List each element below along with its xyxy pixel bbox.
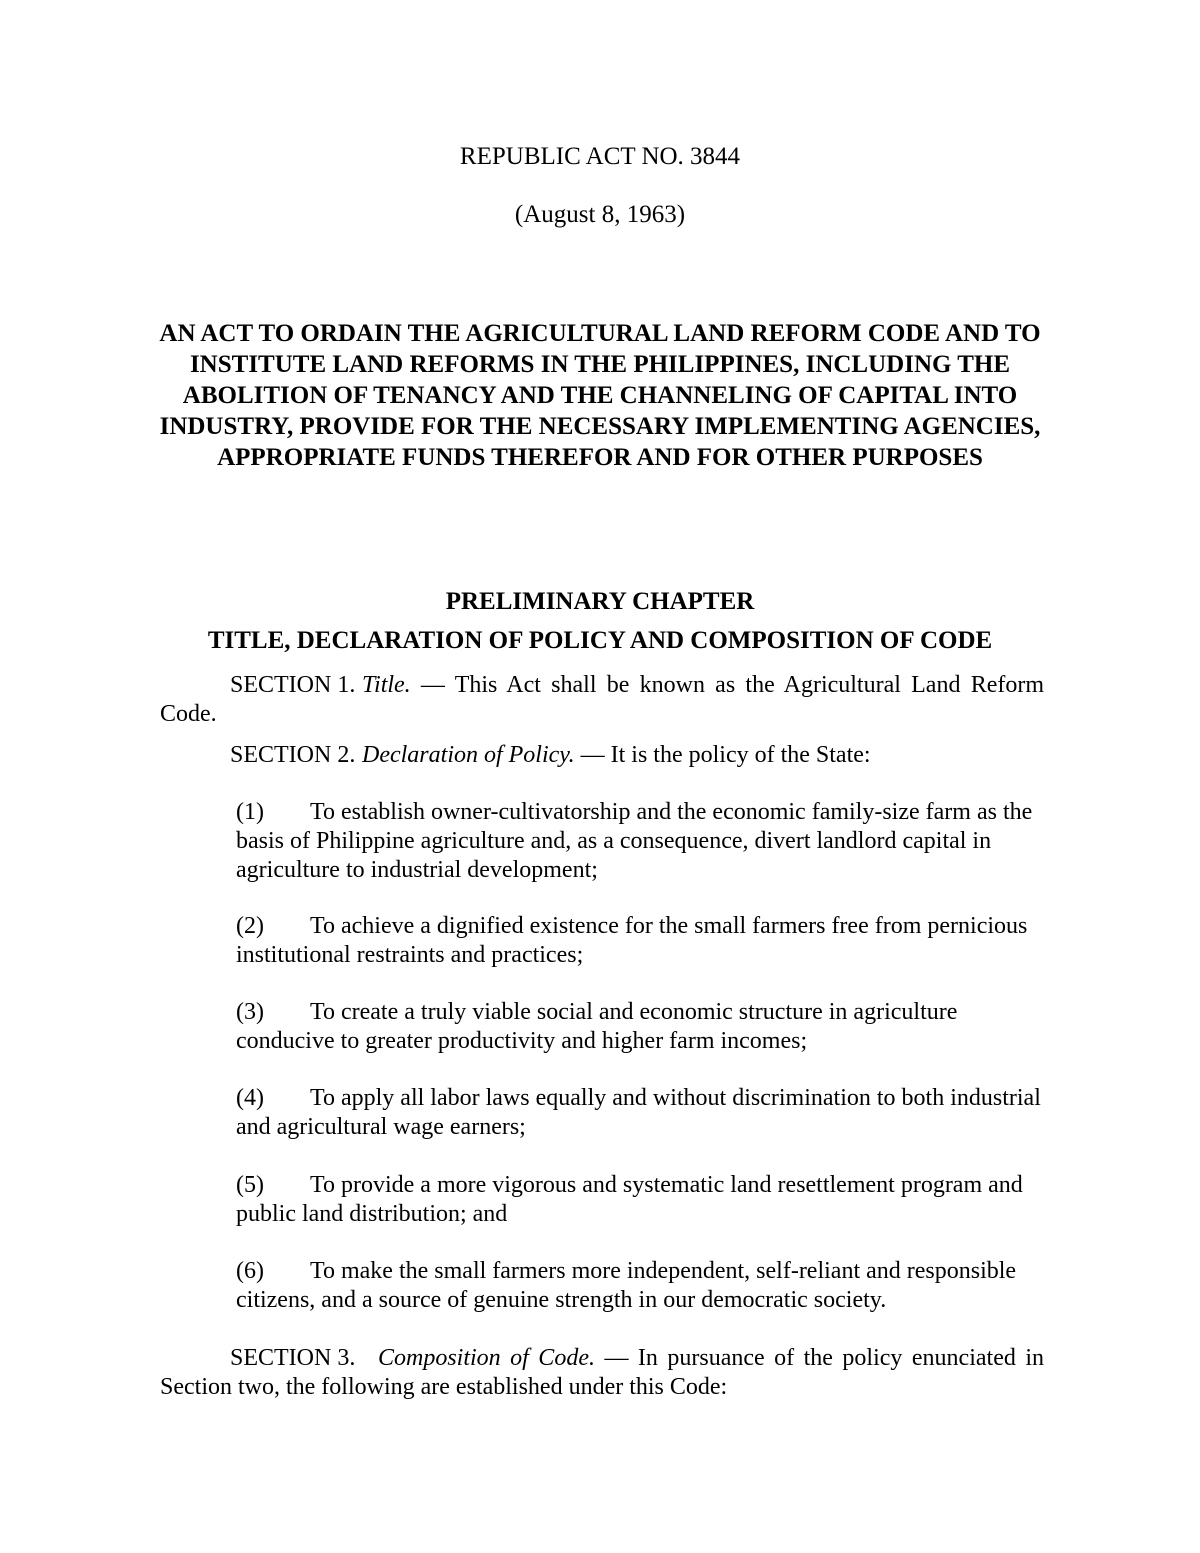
chapter-heading: PRELIMINARY CHAPTER [445,588,755,615]
section-3 [160,1344,1044,1402]
section-heading: Composition of Code. [378,1345,595,1371]
item-text: To make the small farmers more independent, self-reliant and responsible citizens, and a source of genuine strength in our democratic society. [236,1258,1017,1313]
policy-item [236,998,1056,1056]
item-number: (3) [236,999,264,1025]
item-number: (6) [236,1258,264,1284]
item-number: (4) [236,1085,264,1111]
section-number: SECTION 1. [230,672,356,698]
section-number: SECTION 3. [230,1345,356,1371]
section-heading: Title. [362,672,411,698]
section-text: — It is the policy of the State: [574,742,871,768]
section-number: SECTION 2. [230,742,356,768]
item-number: (2) [236,913,264,939]
section-1 [160,671,1044,729]
policy-item [236,1171,1056,1229]
section-2 [160,741,1044,770]
policy-item [236,798,1056,885]
item-text: To establish owner-cultivatorship and the economic family-size farm as the basis of Philippine agriculture and, as a consequence, divert landlord capital in agriculture to industrial development; [236,799,1033,883]
chapter-subtitle: TITLE, DECLARATION OF POLICY AND COMPOSITION OF CODE [207,627,993,654]
item-number: (1) [236,799,264,825]
section-text: — This Act shall be known as the Agricultural Land Reform Code. [160,672,1044,727]
policy-item [236,912,1056,970]
act-date: (August 8, 1963) [514,201,686,228]
section-text: — In pursuance of the policy enunciated in Section two, the following are established under this Code: [160,1345,1044,1400]
section-heading: Declaration of Policy. [362,742,575,768]
item-text: To create a truly viable social and economic structure in agriculture conducive to greater productivity and higher farm incomes; [236,999,958,1054]
act-number: REPUBLIC ACT NO. 3844 [459,143,741,170]
act-title: AN ACT TO ORDAIN THE AGRICULTURAL LAND REFORM CODE AND TO INSTITUTE LAND REFORMS IN THE PHILIPPINES, INCLUDING THE ABOLITION OF TENANCY AND THE CHANNELING OF CAPITAL INTO INDUSTRY, PROVIDE FOR THE NECESSARY IMPLEMENTING AGENCIES, APPROPRIATE FUNDS THEREFOR AND FOR OTHER PURPOSES [159,320,1041,471]
item-text: To achieve a dignified existence for the small farmers free from pernicious institutional restraints and practices; [236,913,1028,968]
policy-item [236,1084,1056,1142]
item-number: (5) [236,1172,264,1198]
item-text: To provide a more vigorous and systematic land resettlement program and public land distribution; and [236,1172,1023,1227]
policy-item [236,1257,1056,1315]
item-text: To apply all labor laws equally and without discrimination to both industrial and agricultural wage earners; [236,1085,1041,1140]
